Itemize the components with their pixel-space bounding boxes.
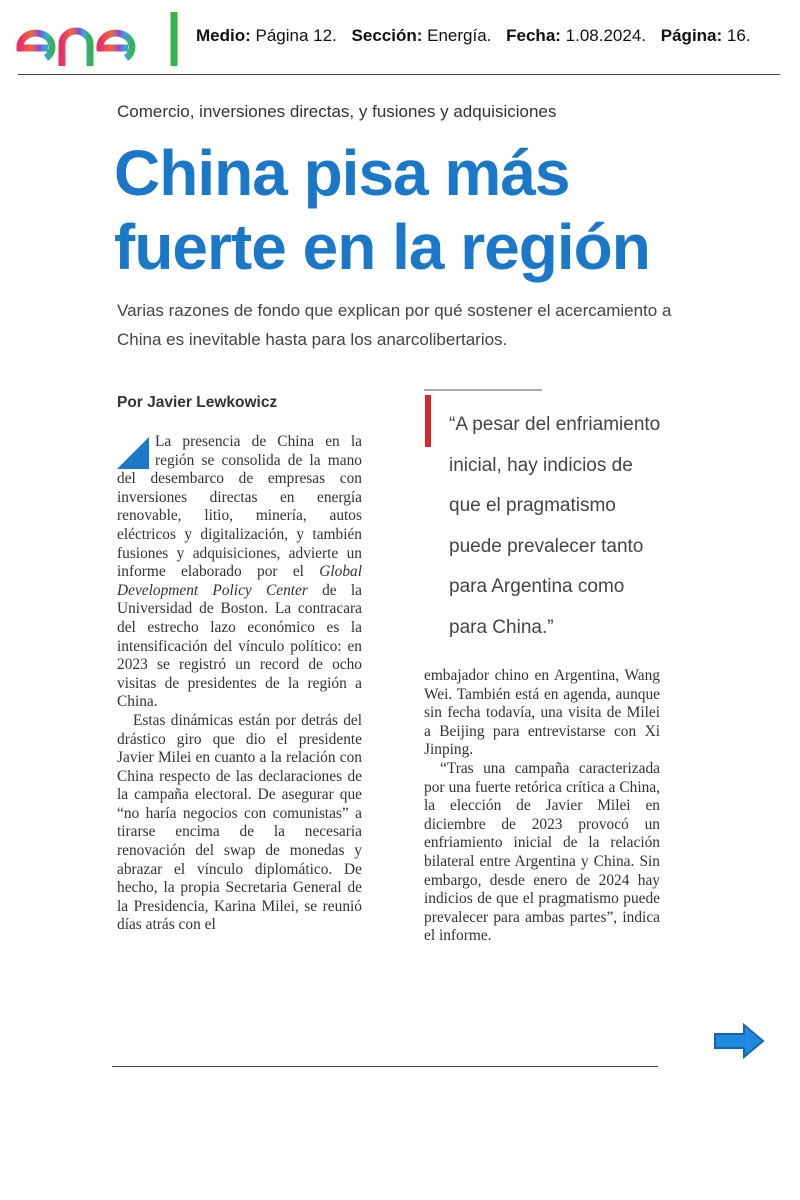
paragraph-2: Estas dinámicas están por detrás del drástico giro que dio el presidente Javier Milei en cuanto a la relación con China respecto de las declaraciones de la campaña electoral. De asegurar que “no haría negocios con comunistas” a tirarse encima de la necesaria renovación del swap de monedas y abrazar el vínculo diplomático. De hecho, la propia Secretaria General de la Presidencia, Karina Milei, se reunió días atrás con el (117, 711, 362, 934)
article-kicker: Comercio, inversiones directas, y fusiones y adquisiciones (117, 102, 557, 121)
article-headline: China pisa más fuerte en la región (114, 137, 650, 283)
paragraph-1-text-b: de la Universidad de Boston. La contracara del estrecho lazo económico es la intensificación del vínculo político: en 2023 se registró un record de ocho visitas de presidentes de la región a China. (117, 581, 362, 711)
medio-value: Página 12. (255, 26, 337, 45)
enel-logo (16, 8, 184, 70)
article-column-left (117, 433, 362, 935)
pull-quote-rule (424, 389, 542, 391)
fecha-value: 1.08.2024. (565, 26, 647, 45)
dropcap-triangle-icon (117, 437, 149, 469)
paragraph-3: embajador chino en Argentina, Wang Wei. También está en agenda, aunque sin fecha todavía, una visita de Milei a Beijing para entrevistarse con Xi Jinping. (424, 667, 660, 759)
right-arrow-icon[interactable] (712, 1022, 766, 1060)
pagina-value: 16. (726, 26, 751, 45)
header-metadata (196, 26, 751, 46)
paragraph-1 (117, 433, 362, 712)
article-byline: Por Javier Lewkowicz (117, 394, 278, 411)
paragraph-1-italic: Global Development Policy Center (117, 563, 362, 599)
seccion-label: Sección: (351, 26, 423, 45)
paragraph-4: “Tras una campaña caracterizada por una fuerte retórica crítica a China, la elección de Javier Milei en diciembre de 2023 provocó un enfriamiento inicial de la relación bilateral entre Argentina y China. Sin embargo, desde enero de 2024 hay indicios de que el pragmatismo puede prevalecer para ambas partes”, indica el informe. (424, 759, 660, 945)
paragraph-1-text-a: La presencia de China en la región se consolida de la mano del desembarco de empresas con inversiones directas en energía renovable, litio, minería, autos eléctricos y digitalización, y también fusiones y adquisiciones, advierte un informe elaborado por el (117, 433, 362, 581)
article-standfirst: Varias razones de fondo que explican por qué sostener el acercamiento a China es inevitable hasta para los anarcolibertarios. (117, 301, 672, 349)
pull-quote: “A pesar del enfriamiento inicial, hay indicios de que el pragmatismo puede prevalecer tanto para Argentina como para China.” (449, 414, 661, 638)
seccion-value: Energía. (427, 26, 492, 45)
bottom-divider (112, 1066, 658, 1067)
medio-label: Medio: (196, 26, 251, 45)
pull-quote-bar (425, 395, 431, 447)
fecha-label: Fecha: (506, 26, 561, 45)
article-column-right (424, 667, 660, 946)
header-divider (18, 74, 780, 75)
pagina-label: Página: (660, 26, 723, 45)
